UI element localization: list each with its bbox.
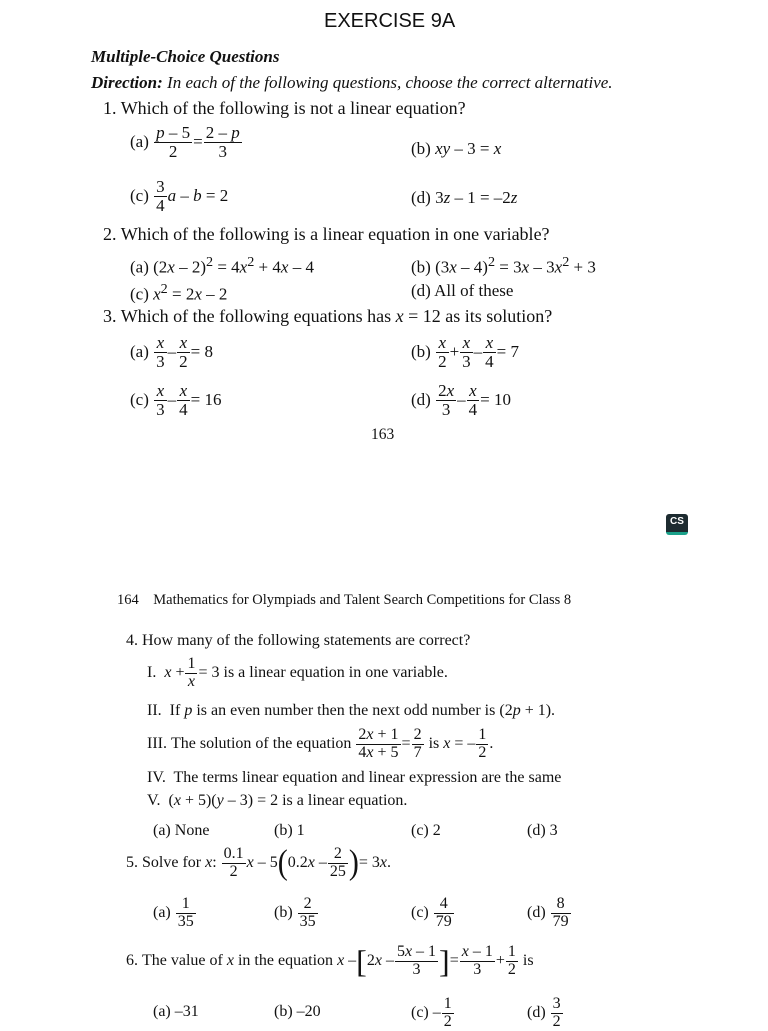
- q4-statement-5: V. (x + 5)(y – 3) = 2 is a linear equation.: [147, 792, 408, 809]
- direction-line: [91, 73, 613, 93]
- question-5: 5. Solve for x : $\frac{0.1}{2}$ x – 5 ( 0.2x – $\frac{2}{25}$ ) = 3x.: [126, 843, 392, 882]
- q1-option-c: (c) $\frac{3}{4}$ a – b = 2: [130, 177, 229, 215]
- q2-option-c: (c) $x^2 = 2x - 2$: [130, 281, 228, 304]
- q5-option-a: (a) $\frac{1}{35}$: [153, 895, 194, 930]
- question-6: 6. The value of x in the equation x – [ 2x – $\frac{5x - 1}{3}$ ] = $\frac{x - 1}{3}$ + $\frac{1}{2}$ is: [126, 943, 534, 980]
- question-number: 2.: [103, 224, 117, 244]
- question-text: Which of the following is not a linear equation?: [120, 98, 466, 118]
- q6-option-d: (d) $\frac{3}{2}$: [527, 995, 561, 1030]
- q1-option-d: (d) 3z – 1 = –2z: [411, 188, 518, 207]
- question-number: 4.: [126, 632, 138, 649]
- header-title: Mathematics for Olympiads and Talent Search Competitions for Class 8: [153, 592, 572, 608]
- camscanner-logo: CS: [666, 514, 688, 535]
- q3-option-d: (d) $\frac{2x}{3}$ – $\frac{x}{4}$ = 10: [411, 381, 511, 419]
- fraction: $\frac{2 - p}{3}$: [205, 123, 240, 161]
- question-text: How many of the following statements are correct?: [142, 632, 471, 649]
- q4-statement-3: III. The solution of the equation $\frac{2x + 1}{4x + 5}$ = $\frac{2}{7}$ is x = – $\frac{1}{2}$ .: [147, 726, 494, 761]
- q5-option-c: (c) $\frac{4}{79}$: [411, 895, 452, 930]
- q5-option-d: (d) $\frac{8}{79}$: [527, 895, 569, 930]
- q6-option-b: (b) –20: [274, 1003, 321, 1020]
- page-number: 163: [371, 426, 395, 443]
- q3-option-b: (b) $\frac{x}{2}$ + $\frac{x}{3}$ – $\frac{x}{4}$ = 7: [411, 333, 520, 371]
- q1-option-a: (a) $\frac{p - 5}{2}$ = $\frac{2 - p}{3}$: [130, 123, 240, 161]
- q4-option-c: (c) 2: [411, 822, 441, 839]
- q3-option-c: (c) $\frac{x}{3}$ – $\frac{x}{4}$ = 16: [130, 381, 222, 419]
- q2-option-d: (d) All of these: [411, 281, 514, 300]
- q1-option-b: (b) xy – 3 = x: [411, 139, 502, 158]
- question-text: Which of the following equations has: [120, 306, 392, 326]
- question-3: 3. Which of the following equations has x = 12 as its solution?: [103, 306, 553, 326]
- header-page-number: 164: [117, 592, 139, 608]
- q4-statement-4: IV. The terms linear equation and linear expression are the same: [147, 769, 562, 786]
- question-text: Which of the following is a linear equation in one variable?: [120, 224, 550, 244]
- q3-option-a: (a) $\frac{x}{3}$ – $\frac{x}{2}$ = 8: [130, 333, 213, 371]
- question-4: [126, 632, 470, 650]
- q2-option-b: (b) $(3x - 4)^2 = 3x - 3x^2 + 3$: [411, 254, 596, 277]
- question-number: 1.: [103, 98, 117, 118]
- q5-option-b: (b) $\frac{2}{35}$: [274, 895, 316, 930]
- q4-option-d: (d) 3: [527, 822, 558, 839]
- q6-option-a: (a) –31: [153, 1003, 199, 1020]
- fraction: $\frac{3}{4}$: [156, 177, 165, 215]
- question-2: [103, 224, 550, 245]
- question-text-end: as its solution?: [445, 306, 553, 326]
- direction-text: In each of the following questions, choose the correct alternative.: [162, 73, 613, 92]
- question-number: 3.: [103, 306, 117, 326]
- exercise-title: EXERCISE 9A: [324, 10, 456, 32]
- q2-option-a: (a) $(2x - 2)^2 = 4x^2 + 4x - 4$: [130, 254, 314, 277]
- section-heading: Multiple-Choice Questions: [91, 47, 280, 66]
- q4-option-b: (b) 1: [274, 822, 305, 839]
- q4-statement-2: II. If p is an even number then the next odd number is (2p + 1).: [147, 702, 556, 719]
- q4-statement-1: I. x + $\frac{1}{x}$ = 3 is a linear equation in one variable.: [147, 655, 448, 690]
- direction-label: Direction:: [91, 73, 163, 92]
- question-1: [103, 98, 466, 119]
- q6-option-c: (c) – $\frac{1}{2}$: [411, 995, 452, 1030]
- fraction: $\frac{p - 5}{2}$: [156, 123, 191, 161]
- q4-option-a: (a) None: [153, 822, 210, 839]
- running-header: [117, 592, 571, 609]
